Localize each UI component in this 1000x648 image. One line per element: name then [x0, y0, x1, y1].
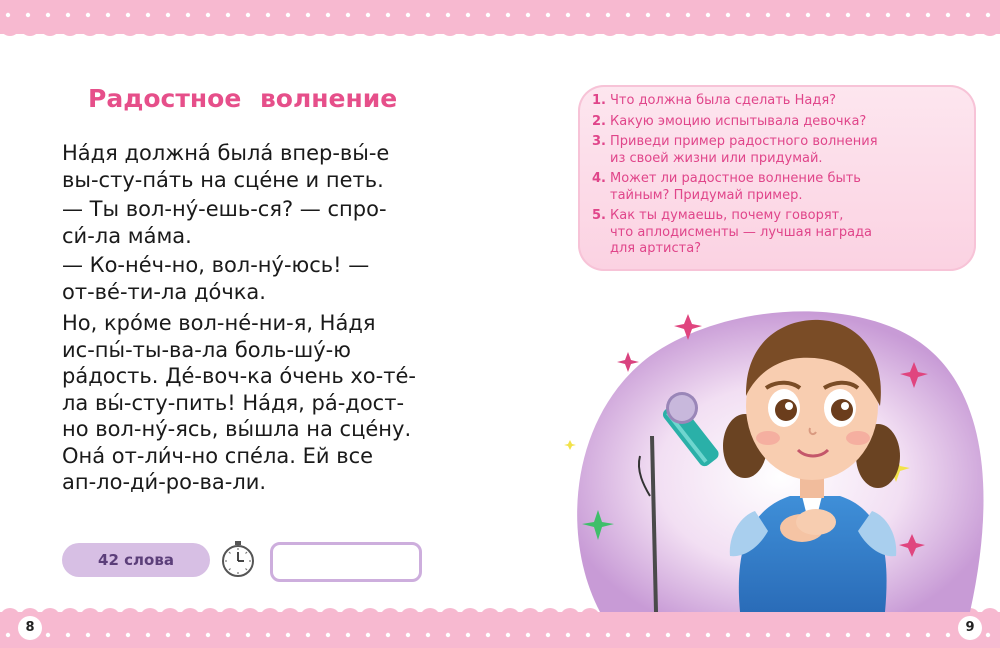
- question-item: [592, 208, 922, 258]
- question-line: тайным? Придумай пример.: [610, 187, 803, 203]
- border-dot: [6, 633, 10, 637]
- scallop: [640, 26, 660, 36]
- border-dot: [406, 13, 410, 17]
- border-dot: [446, 13, 450, 17]
- border-dot: [646, 633, 650, 637]
- scallop: [440, 608, 460, 618]
- border-dot: [466, 633, 470, 637]
- question-line: Что должна была сделать Надя?: [610, 93, 837, 108]
- border-dot: [866, 633, 870, 637]
- border-dot: [686, 13, 690, 17]
- scallop: [380, 608, 400, 618]
- bottom-dots: [0, 630, 1000, 640]
- border-dot: [986, 13, 990, 17]
- scallop: [320, 26, 340, 36]
- border-dot: [866, 13, 870, 17]
- border-dot: [486, 633, 490, 637]
- border-dot: [626, 633, 630, 637]
- border-dot: [26, 13, 30, 17]
- border-dot: [826, 13, 830, 17]
- border-dot: [506, 13, 510, 17]
- scallop: [240, 608, 260, 618]
- scallop: [460, 26, 480, 36]
- scallop: [700, 26, 720, 36]
- border-dot: [266, 633, 270, 637]
- story-paragraph: [62, 310, 432, 496]
- border-dot: [666, 13, 670, 17]
- border-dot: [366, 13, 370, 17]
- question-number: 5.: [592, 208, 606, 223]
- scallop: [760, 26, 780, 36]
- story-paragraph: [62, 196, 432, 249]
- word-count-badge: 42 слова: [62, 543, 210, 577]
- border-dot: [346, 13, 350, 17]
- border-dot: [846, 13, 850, 17]
- scallop: [440, 26, 460, 36]
- top-dots: [0, 10, 1000, 20]
- question-line: для артиста?: [610, 241, 702, 256]
- story-line: На́дя должна́ была́ впер-вы́-е: [62, 141, 390, 165]
- scallop: [880, 26, 900, 36]
- scallop: [620, 26, 640, 36]
- scallop: [780, 26, 800, 36]
- scallop: [420, 608, 440, 618]
- scallop: [560, 26, 580, 36]
- border-dot: [606, 13, 610, 17]
- scallop: [0, 608, 20, 618]
- border-dot: [426, 13, 430, 17]
- border-dot: [626, 13, 630, 17]
- scallop: [520, 26, 540, 36]
- scallop: [460, 608, 480, 618]
- border-dot: [106, 633, 110, 637]
- scallop: [180, 26, 200, 36]
- border-dot: [926, 13, 930, 17]
- border-dot: [706, 633, 710, 637]
- scallop: [900, 26, 920, 36]
- border-dot: [826, 633, 830, 637]
- border-dot: [246, 13, 250, 17]
- story-paragraph: [62, 140, 432, 193]
- border-dot: [886, 633, 890, 637]
- stopwatch-icon: [218, 539, 258, 579]
- border-dot: [946, 633, 950, 637]
- scallop: [260, 26, 280, 36]
- border-dot: [326, 13, 330, 17]
- scallop: [920, 26, 940, 36]
- scallop: [540, 26, 560, 36]
- border-dot: [66, 633, 70, 637]
- story-title: Радостное волнение: [88, 84, 398, 113]
- border-dot: [886, 13, 890, 17]
- question-item: [592, 134, 922, 167]
- border-dot: [326, 633, 330, 637]
- scallop: [660, 26, 680, 36]
- border-dot: [266, 13, 270, 17]
- border-dot: [566, 13, 570, 17]
- scallop: [80, 26, 100, 36]
- border-dot: [306, 13, 310, 17]
- scallop: [860, 26, 880, 36]
- story-line: ла вы́-сту-пить! На́дя, ра́-дост-: [62, 390, 405, 415]
- scallop: [300, 26, 320, 36]
- page-number-left: 8: [18, 616, 42, 640]
- scallop: [340, 26, 360, 36]
- border-dot: [946, 13, 950, 17]
- border-dot: [526, 13, 530, 17]
- border-dot: [606, 633, 610, 637]
- question-number: 1.: [592, 93, 606, 108]
- border-dot: [806, 13, 810, 17]
- question-line: из своей жизни или придумай.: [610, 150, 823, 166]
- story-paragraph: [62, 252, 432, 305]
- border-dot: [126, 13, 130, 17]
- scallop: [480, 608, 500, 618]
- scallop: [140, 608, 160, 618]
- scallop: [820, 26, 840, 36]
- scallop: [360, 608, 380, 618]
- border-dot: [306, 633, 310, 637]
- border-dot: [86, 633, 90, 637]
- scallop: [720, 26, 740, 36]
- question-line: Приведи пример радостного волнения: [610, 134, 878, 149]
- border-dot: [246, 633, 250, 637]
- scallop: [280, 26, 300, 36]
- scallop: [300, 608, 320, 618]
- story-line: — Ко-не́ч-но, вол-ну́-юсь! —: [62, 253, 370, 277]
- border-dot: [906, 13, 910, 17]
- border-dot: [726, 633, 730, 637]
- scallop: [240, 26, 260, 36]
- border-dot: [346, 633, 350, 637]
- border-dot: [586, 13, 590, 17]
- question-line: Может ли радостное волнение быть: [610, 171, 861, 186]
- border-dot: [146, 13, 150, 17]
- scallop: [400, 26, 420, 36]
- border-dot: [986, 633, 990, 637]
- scallop: [580, 26, 600, 36]
- scallop: [80, 608, 100, 618]
- page-number-right: 9: [958, 616, 982, 640]
- border-dot: [766, 13, 770, 17]
- border-dot: [546, 13, 550, 17]
- scallop: [0, 26, 20, 36]
- story-line: но вол-ну́-ясь, вы́шла на сце́ну.: [62, 417, 412, 441]
- scallop: [400, 608, 420, 618]
- border-dot: [746, 633, 750, 637]
- border-dot: [366, 633, 370, 637]
- scallop: [340, 608, 360, 618]
- border-dot: [286, 13, 290, 17]
- border-dot: [906, 633, 910, 637]
- border-dot: [46, 633, 50, 637]
- story-line: ра́дость. Де́-воч-ка о́чень хо-те́-: [62, 364, 416, 388]
- question-number: 2.: [592, 113, 606, 129]
- border-dot: [386, 13, 390, 17]
- scallop: [220, 26, 240, 36]
- story-line: ап-ло-ди́-ро-ва-ли.: [62, 470, 267, 494]
- question-item: [592, 114, 922, 131]
- scallop: [100, 26, 120, 36]
- scallop: [20, 26, 40, 36]
- question-number: 4.: [592, 171, 606, 186]
- question-item: [592, 171, 922, 204]
- scallop: [600, 26, 620, 36]
- border-dot: [146, 633, 150, 637]
- story-text: [62, 140, 432, 507]
- story-line: Она́ от-ли́ч-но спе́ла. Ей все: [62, 443, 374, 468]
- scallop: [380, 26, 400, 36]
- scallop: [940, 26, 960, 36]
- story-line: Но, кро́ме вол-не́-ни-я, На́дя: [62, 311, 376, 335]
- scallop: [280, 608, 300, 618]
- border-dot: [926, 633, 930, 637]
- girl-singing-illustration: [540, 296, 1000, 612]
- scallop: [60, 26, 80, 36]
- scallop: [740, 26, 760, 36]
- questions-list: [592, 93, 922, 262]
- scallop: [160, 26, 180, 36]
- border-dot: [786, 633, 790, 637]
- border-dot: [106, 13, 110, 17]
- border-dot: [46, 13, 50, 17]
- border-dot: [566, 633, 570, 637]
- border-dot: [446, 633, 450, 637]
- border-dot: [186, 633, 190, 637]
- scallop: [320, 608, 340, 618]
- border-dot: [286, 633, 290, 637]
- border-dot: [386, 633, 390, 637]
- scallop: [800, 26, 820, 36]
- border-dot: [6, 13, 10, 17]
- scallop: [520, 608, 540, 618]
- border-dot: [666, 633, 670, 637]
- question-number: 3.: [592, 134, 606, 149]
- border-dot: [706, 13, 710, 17]
- scallop: [360, 26, 380, 36]
- scallop: [60, 608, 80, 618]
- scallop: [260, 608, 280, 618]
- scallop: [100, 608, 120, 618]
- question-line: что аплодисменты — лучшая награда: [610, 224, 873, 240]
- border-dot: [166, 13, 170, 17]
- story-line: вы-сту-па́ть на сце́не и петь.: [62, 167, 384, 192]
- border-dot: [686, 633, 690, 637]
- scallop: [40, 608, 60, 618]
- scallop: [120, 608, 140, 618]
- border-dot: [406, 633, 410, 637]
- border-dot: [206, 13, 210, 17]
- border-dot: [746, 13, 750, 17]
- scallop: [500, 26, 520, 36]
- border-dot: [846, 633, 850, 637]
- time-entry-field[interactable]: [270, 542, 422, 582]
- border-dot: [426, 633, 430, 637]
- border-dot: [466, 13, 470, 17]
- border-dot: [786, 13, 790, 17]
- top-scallop-edge: [0, 26, 1000, 42]
- scallop: [120, 26, 140, 36]
- border-dot: [486, 13, 490, 17]
- question-line: Какую эмоцию испытывала девочка?: [610, 113, 867, 129]
- border-dot: [226, 633, 230, 637]
- border-dot: [506, 633, 510, 637]
- border-dot: [126, 633, 130, 637]
- scallop: [480, 26, 500, 36]
- question-item: [592, 93, 922, 110]
- border-dot: [166, 633, 170, 637]
- border-dot: [586, 633, 590, 637]
- questions-panel: [578, 85, 976, 271]
- story-line: си́-ла ма́ма.: [62, 223, 192, 248]
- border-dot: [186, 13, 190, 17]
- scallop: [140, 26, 160, 36]
- scallop: [680, 26, 700, 36]
- scallop: [200, 608, 220, 618]
- story-line: от-ве́-ти-ла до́чка.: [62, 279, 266, 304]
- border-dot: [766, 633, 770, 637]
- border-dot: [806, 633, 810, 637]
- border-dot: [526, 633, 530, 637]
- scallop: [980, 26, 1000, 36]
- scallop: [420, 26, 440, 36]
- scallop: [200, 26, 220, 36]
- border-dot: [966, 13, 970, 17]
- border-dot: [66, 13, 70, 17]
- border-dot: [226, 13, 230, 17]
- scallop: [500, 608, 520, 618]
- border-dot: [726, 13, 730, 17]
- border-dot: [206, 633, 210, 637]
- story-line: — Ты вол-ну́-ешь-ся? — спро-: [62, 197, 387, 221]
- scallop: [160, 608, 180, 618]
- question-line: Как ты думаешь, почему говорят,: [610, 208, 844, 223]
- border-dot: [546, 633, 550, 637]
- border-dot: [646, 13, 650, 17]
- scallop: [960, 26, 980, 36]
- story-line: ис-пы́-ты-ва-ла боль-шу́-ю: [62, 337, 351, 362]
- scallop: [180, 608, 200, 618]
- border-dot: [86, 13, 90, 17]
- scallop: [220, 608, 240, 618]
- scallop: [840, 26, 860, 36]
- scallop: [40, 26, 60, 36]
